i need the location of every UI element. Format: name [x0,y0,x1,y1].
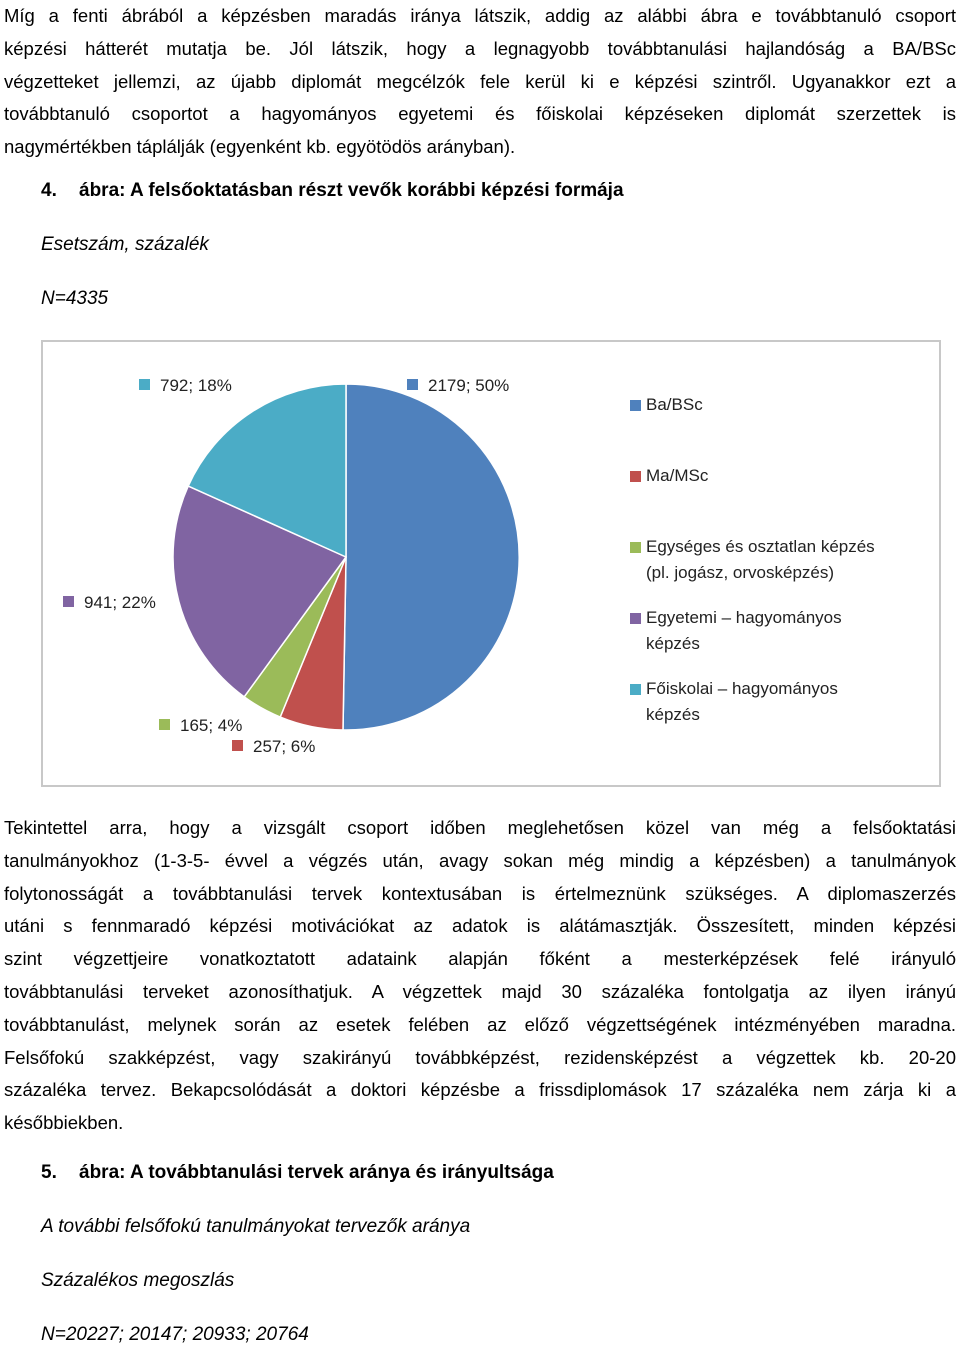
legend-item [626,534,926,586]
data-label-swatch [232,740,243,751]
figure-5-title: ábra: A továbbtanulási tervek aránya és irányultsága [79,1162,554,1183]
text-line: Felsőfokú szakképzést, vagy szakirányú továbbképzést, rezidensképzést a végzettek kb. 20-20 [4,1046,956,1068]
data-label: 257; 6% [253,737,316,756]
legend-swatch [630,613,641,624]
data-label-swatch [159,719,170,730]
text-line: utáni s fennmaradó képzési motivációkat az adatok is alátámasztják. Összesített, minden képzési [4,915,956,937]
text-line: szint végzettjeire vonatkoztatott adataink alapján főként a mesterképzések felé irányuló [4,948,956,970]
pie-slice [343,384,519,730]
figure-4-sample-size: N=4335 [41,288,109,309]
legend-swatch [630,400,641,411]
pie-chart-frame [41,340,941,787]
legend-label: képzés [646,634,700,653]
legend-label: Egyetemi – hagyományos [646,608,842,627]
text-line: tanulmányokhoz (1-3-5- évvel a végzés után, avagy sokan még mindig a képzésben) a tanulmányok [4,849,956,871]
legend-item [626,463,926,489]
figure-4-number: 4. [41,180,57,201]
data-label-swatch [407,379,418,390]
text-line: későbbiekben. [4,1112,124,1134]
figure-5-unit: Százalékos megoszlás [41,1270,235,1291]
legend-label: Főiskolai – hagyományos [646,679,838,698]
data-label: 2179; 50% [428,376,510,395]
text-line: továbbtanulási terveket azonosíthatjuk. A végzettek majd 30 százaléka fontolgatja az ilyen irányú [4,980,956,1002]
intro-paragraph [4,0,956,164]
text-line: százaléka tervez. Bekapcsolódását a doktori képzésbe a frissdiplomások 17 százaléka nem zárja ki a [4,1079,956,1101]
text-line: Míg a fenti ábrából a képzésben maradás iránya látszik, addig az alábbi ábra e továbbtanuló csoport [4,5,956,26]
legend-swatch [630,542,641,553]
data-label: 941; 22% [84,593,156,612]
legend-swatch [630,684,641,695]
figure-4-title: ábra: A felsőoktatásban részt vevők korábbi képzési formája [79,180,624,201]
text-line: nagymértékben táplálják (egyenként kb. egyötödös arányban). [4,136,516,158]
text-line: továbbtanulást, melynek során az esetek felében az előző végzettségének intézményében maradna. [4,1013,956,1035]
figure-5-number: 5. [41,1162,57,1183]
data-label: 792; 18% [160,376,232,395]
data-label-swatch [139,379,150,390]
data-label: 165; 4% [180,716,243,735]
legend-label: képzés [646,705,700,724]
figure-4-caption [41,180,624,202]
figure-4-unit: Esetszám, százalék [41,234,209,255]
legend-label: Egységes és osztatlan képzés [646,537,875,556]
text-line: képzési hátterét mutatja be. Jól látszik, hogy a legnagyobb továbbtanulási hajlandóság a BA/BSc [4,37,956,59]
legend-label: (pl. jogász, orvosképzés) [646,563,835,582]
figure-5-subtitle: A további felsőfokú tanulmányokat tervezők aránya [41,1216,471,1237]
legend-item [626,676,926,728]
legend-item [626,392,926,418]
text-line: Tekintettel arra, hogy a vizsgált csoport időben meglehetősen közel van még a felsőoktatási [4,817,956,838]
text-line: továbbtanuló csoportot a hagyományos egyetemi és főiskolai képzéseken diplomát szerzettek is [4,103,956,125]
body-paragraph [4,812,956,1140]
figure-5-sample-size: N=20227; 20147; 20933; 20764 [41,1324,309,1345]
text-line: végzetteket jellemzi, az újabb diplomát megcélzók fele kerül ki e képzési szintről. Ugyanakkor ezt a [4,70,956,92]
data-label-swatch [63,596,74,607]
legend-item [626,605,926,657]
legend-label: Ba/BSc [646,395,703,414]
legend-swatch [630,471,641,482]
figure-5-caption [41,1162,554,1184]
text-line: folytonosságát a továbbtanulási tervek kontextusában is értelmeznünk szükséges. A diplomaszerzés [4,882,956,904]
legend-label: Ma/MSc [646,466,709,485]
